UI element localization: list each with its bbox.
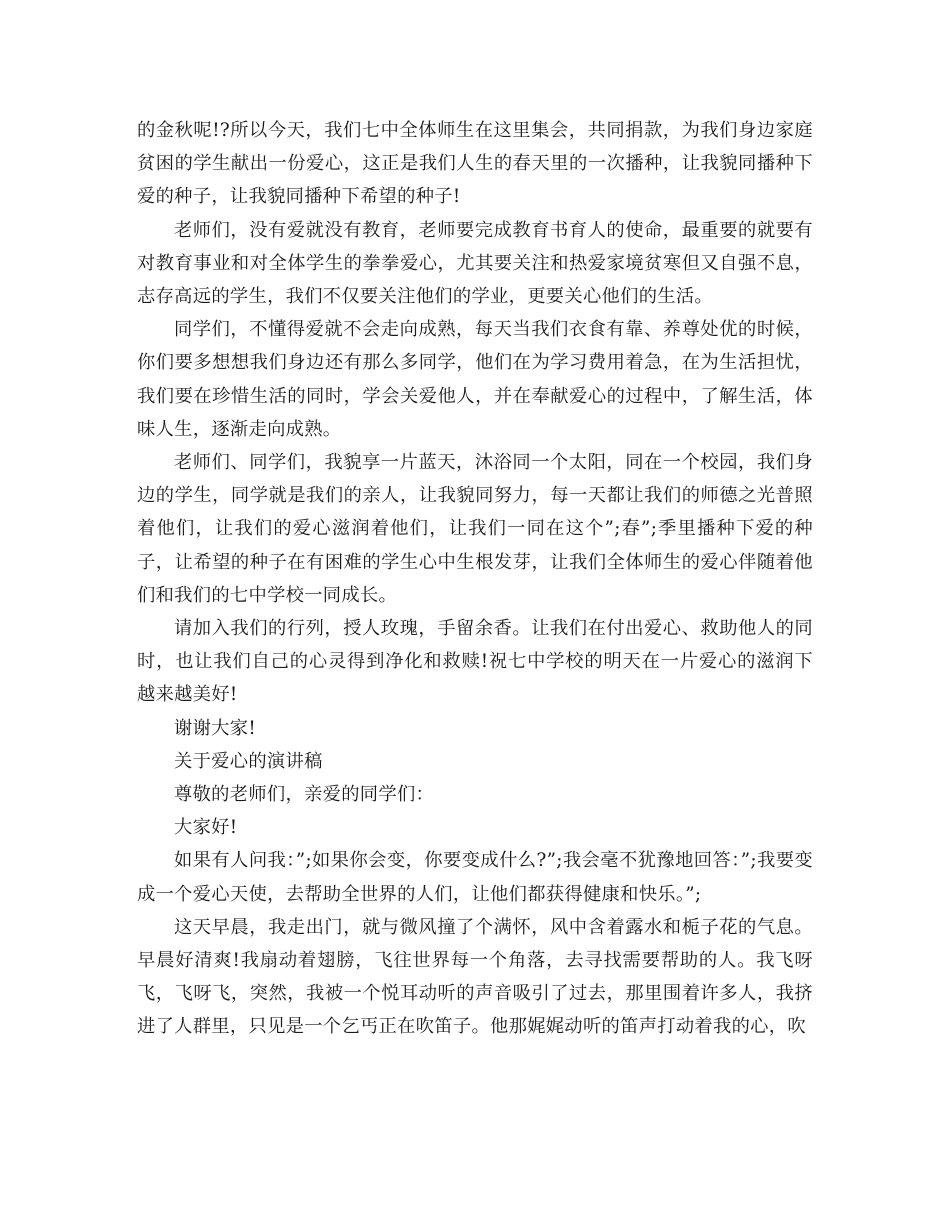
closing-line: 谢谢大家!	[174, 717, 256, 739]
section-title: 关于爱心的演讲稿	[174, 750, 323, 772]
paragraph: 请加入我们的行列，授人玫瑰，手留余香。让我们在付出爱心、救助他人的同时，也让我们自己的心灵得到净化和救赎!祝七中学校的明天在一片爱心的滋润下越来越美好!	[137, 618, 813, 706]
paragraph: 老师们、同学们，我貌享一片蓝天，沐浴同一个太阳，同在一个校园，我们身边的学生，同学就是我们的亲人，让我貌同努力，每一天都让我们的师德之光普照着他们，让我们的爱心滋润着他们，让我们一同在这个”;春”;季里播种下爱的种子，让希望的种子在有困难的学生心中生根发芽，让我们全体师生的爱心伴随着他们和我们的七中学校一同成长。	[137, 452, 813, 606]
paragraph: 老师们，没有爱就没有教育，老师要完成教育书育人的使命，最重要的就要有对教育事业和对全体学生的拳拳爱心，尤其要关注和热爱家境贫寒但又自强不息，志存高远的学生，我们不仅要关注他们的学业，更要关心他们的生活。	[137, 219, 813, 308]
document-body	[137, 114, 813, 1044]
paragraph: 这天早晨，我走出门，就与微风撞了个满怀，风中含着露水和栀子花的气息。早晨好清爽!我扇动着翅膀，飞往世界每一个角落，去寻找需要帮助的人。我飞呀飞，飞呀飞，突然，我被一个悦耳动听的声音吸引了过去，那里围着许多人，我挤进了人群里，只见是一个乞丐正在吹笛子。他那娓娓动听的笛声打动着我的心，吹	[137, 916, 813, 1038]
paragraph: 的金秋呢!?所以今天，我们七中全体师生在这里集会，共同捐款，为我们身边家庭贫困的学生献出一份爱心，这正是我们人生的春天里的一次播种，让我貌同播种下爱的种子，让我貌同播种下希望的种子!	[137, 120, 813, 208]
paragraph: 同学们，不懂得爱就不会走向成熟，每天当我们衣食有靠、养尊处优的时候，你们要多想想我们身边还有那么多同学，他们在为学习费用着急，在为生活担忧，我们要在珍惜生活的同时，学会关爱他人，并在奉献爱心的过程中，了解生活，体味人生，逐渐走向成熟。	[137, 319, 813, 440]
paragraph: 如果有人问我：”;如果你会变，你要变成什么?”;我会毫不犹豫地回答：”;我要变成一个爱心天使，去帮助全世界的人们，让他们都获得健康和快乐。”;	[137, 850, 813, 905]
salutation: 尊敬的老师们，亲爱的同学们：	[174, 784, 435, 806]
greeting: 大家好!	[174, 817, 238, 839]
